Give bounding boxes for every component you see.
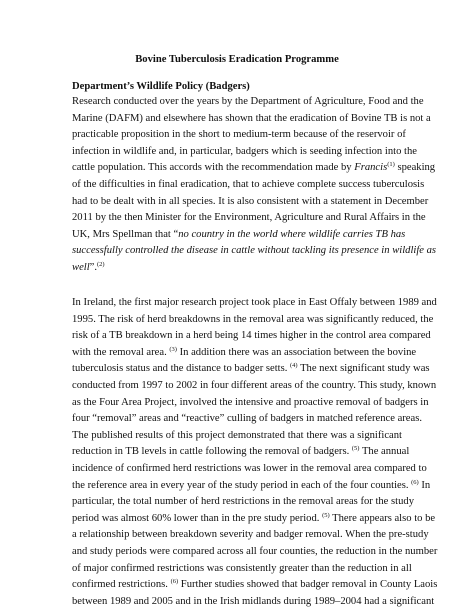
- text-segment: with the removal area.: [72, 346, 170, 358]
- text-segment: speaking: [394, 162, 436, 174]
- text-line: Research conducted over the years by the Department of Agriculture, Food and the: [72, 96, 424, 107]
- text-segment: The annual: [359, 446, 410, 458]
- text-line: particular, the total number of herd restrictions in the removal areas for the study: [72, 496, 414, 508]
- text-line: four “removal” areas and “reactive” culling of badgers in matched reference areas.: [72, 413, 422, 425]
- reference-marker: (6): [411, 478, 419, 486]
- reference-marker: (6): [170, 578, 179, 586]
- reference-marker: (5): [351, 445, 360, 453]
- text-line: In Ireland, the first major research project took place in East Offaly between 1989 and: [72, 297, 437, 308]
- text-line: The published results of this project demonstrated that there was a significant: [72, 429, 402, 441]
- text-segment: The next significant study was: [297, 363, 430, 375]
- text-line: risk of a TB breakdown in a herd being 14 times higher in the control area compared: [72, 330, 431, 342]
- paragraph-wildlife-policy: [72, 94, 437, 277]
- text-segment: the reference area in every year of the study period in each of the four counties.: [72, 479, 412, 491]
- quotation: successfully controlled the disease in cattle without tackling its presence in wildlife as: [72, 245, 437, 257]
- text-segment: ”.: [89, 261, 98, 273]
- text-line: [72, 345, 417, 362]
- paragraph-ireland-research: [72, 295, 438, 610]
- text-line: of major confirmed restrictions was consistently greater than the reduction in all: [72, 562, 412, 574]
- text-line: conducted from 1997 to 2002 in four different areas of the country. This study, known: [72, 379, 437, 391]
- text-line: [72, 444, 410, 461]
- quotation: well: [72, 261, 90, 273]
- text-line: had to be dealt with in all species. It is also consistent with a statement in December: [72, 195, 429, 207]
- text-segment: UK, Mrs Spellman that “: [72, 228, 179, 240]
- text-line: between 1989 and 2005 and in the Irish midlands during 1989–2004 had a significant: [72, 595, 435, 607]
- text-line: Marine (DAFM) and elsewhere has shown that the eradication of Bovine TB is not a: [72, 112, 431, 124]
- text-line: as the Four Area Project, involved the intensive and proactive removal of badgers in: [72, 396, 429, 408]
- text-line: [72, 160, 436, 177]
- document-title: Bovine Tuberculosis Eradication Programme: [135, 54, 339, 65]
- author-name: Francis: [354, 162, 388, 174]
- text-line: [72, 260, 402, 277]
- text-line: [72, 478, 431, 495]
- text-line: [72, 511, 436, 528]
- text-line: [72, 243, 437, 260]
- text-line: 1995. The risk of herd breakdowns in the removal area was significantly reduced, the: [72, 313, 434, 325]
- text-segment: There appears also to be: [329, 512, 436, 524]
- reference-marker: (4): [290, 362, 298, 370]
- text-line: infection in wildlife and, in particular, badgers which is seeding infection into the: [72, 145, 417, 157]
- text-line: of the difficulties in final eradication, that to achieve complete success tuberculosis: [72, 178, 425, 190]
- text-segment: reduction in TB levels in cattle following the removal of badgers.: [72, 446, 352, 458]
- text-line: incidence of confirmed herd restrictions was lower in the removal area compared to: [72, 462, 427, 474]
- reference-marker: (1): [387, 161, 395, 169]
- reference-marker: (5): [322, 511, 330, 519]
- reference-marker: (3): [169, 345, 177, 353]
- text-segment: confirmed restrictions.: [72, 579, 171, 591]
- text-line: [72, 577, 438, 594]
- text-line: [72, 227, 406, 244]
- text-line: practicable proposition in the short to medium-term because of the reservoir of: [72, 129, 406, 141]
- reference-marker: (2): [97, 260, 105, 268]
- text-line: a relationship between breakdown severity and badger removal. When the pre-study: [72, 529, 429, 541]
- quotation: no country in the world where wildlife carries TB has: [178, 228, 406, 240]
- text-segment: Further studies showed that badger removal in County Laois: [178, 579, 438, 591]
- section-heading: Department’s Wildlife Policy (Badgers): [72, 81, 250, 92]
- text-segment: In addition there was an association between the bovine: [176, 346, 417, 358]
- text-line: [72, 361, 430, 378]
- text-line: 2011 by the then Minister for the Environment, Agriculture and Rural Affairs in the: [72, 212, 426, 224]
- text-segment: cattle population. This accords with the recommendation made by: [72, 162, 355, 174]
- text-line: and study periods were compared across all four counties, the reduction in the number: [72, 545, 438, 557]
- text-segment: In: [418, 479, 431, 491]
- text-segment: tuberculosis status and the distance to badger setts.: [72, 363, 291, 375]
- text-segment: period was almost 60% lower than in the pre study period.: [72, 512, 323, 524]
